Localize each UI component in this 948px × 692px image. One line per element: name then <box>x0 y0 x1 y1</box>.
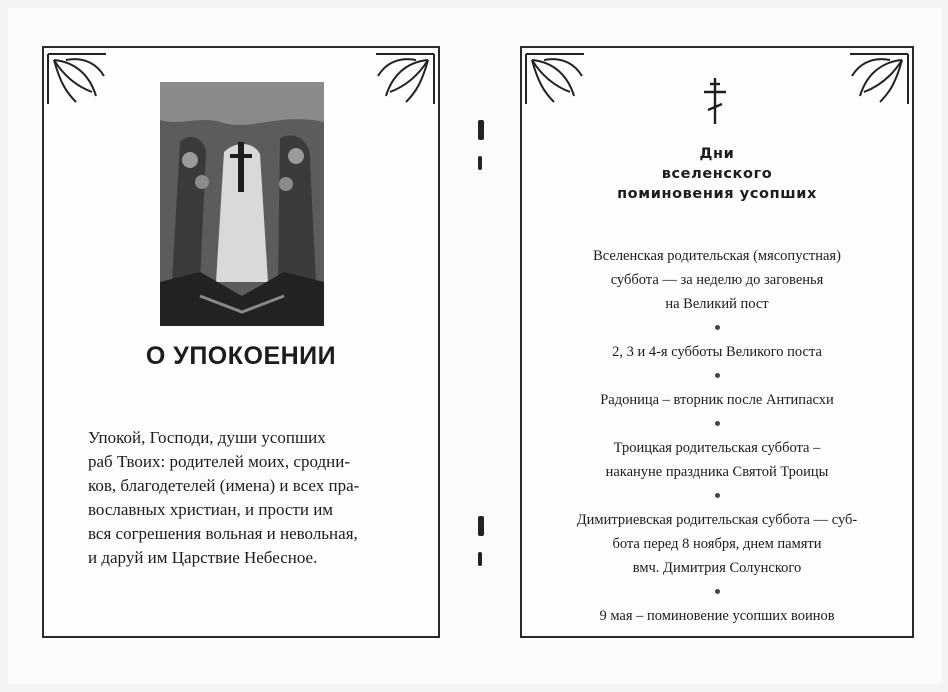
corner-ornament-icon <box>46 52 110 108</box>
list-item-line: бота перед 8 ноября, днем памяти <box>612 536 822 552</box>
prayer-line: Упокой, Господи, души усопших <box>88 428 326 447</box>
corner-ornament-icon <box>524 52 588 108</box>
title-line: Дни <box>699 146 735 162</box>
list-item-line: Вселенская родительская (мясопустная) <box>593 248 841 264</box>
list-item-line: накануне праздника Святой Троицы <box>605 464 829 480</box>
prayer-line: вославных христиан, и прости им <box>88 500 334 519</box>
book-spread <box>8 8 942 684</box>
title-line: поминовения усопших <box>617 186 817 202</box>
list-item-line: Димитриевская родительская суббота — суб- <box>576 512 858 528</box>
bullet-dot-icon <box>522 412 912 436</box>
list-item-line: 9 мая – поминовение усопших воинов <box>599 608 835 624</box>
list-item <box>522 604 912 628</box>
bullet-dot-icon <box>522 364 912 388</box>
list-item-line: 2, 3 и 4-я субботы Великого поста <box>612 344 822 360</box>
list-item-line: вмч. Димитрия Солунского <box>632 560 802 576</box>
list-item-line: на Великий пост <box>665 296 769 312</box>
list-item-line: суббота — за неделю до заговенья <box>610 272 824 288</box>
right-page <box>520 46 914 638</box>
memorial-days-list <box>522 244 912 628</box>
list-item <box>522 244 912 316</box>
prayer-line: ков, благодетелей (имена) и всех пра- <box>88 476 360 495</box>
page-title: О УПОКОЕНИИ <box>145 342 337 370</box>
list-item-line: Радоница – вторник после Антипасхи <box>600 392 834 408</box>
title-line: вселенского <box>661 166 773 182</box>
prayer-line: вся согрешения вольная и невольная, <box>88 524 358 543</box>
list-item <box>522 508 912 580</box>
staple-mark <box>478 156 482 170</box>
left-page <box>42 46 440 638</box>
staple-mark <box>478 552 482 566</box>
prayer-text <box>88 426 418 570</box>
prayer-line: и даруй им Царствие Небесное. <box>88 548 318 567</box>
corner-ornament-icon <box>372 52 436 108</box>
list-item <box>522 340 912 364</box>
staple-mark <box>478 516 484 536</box>
orthodox-cross-icon <box>700 76 730 126</box>
bullet-dot-icon <box>522 316 912 340</box>
staple-mark <box>478 120 484 140</box>
list-item-line: Троицкая родительская суббота – <box>613 440 821 456</box>
resurrection-icon-image <box>160 82 324 326</box>
section-title <box>522 144 912 204</box>
bullet-dot-icon <box>522 484 912 508</box>
list-item <box>522 436 912 484</box>
corner-ornament-icon <box>846 52 910 108</box>
bullet-dot-icon <box>522 580 912 604</box>
list-item <box>522 388 912 412</box>
prayer-line: раб Твоих: родителей моих, сродни- <box>88 452 350 471</box>
